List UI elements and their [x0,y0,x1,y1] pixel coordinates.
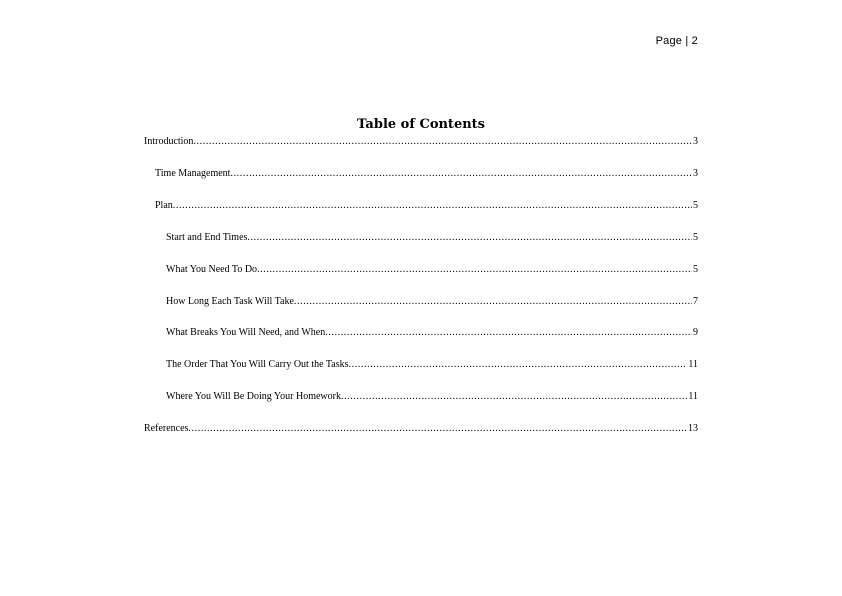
toc-entry-label: Time Management [155,168,231,179]
toc-entry-label: How Long Each Task Will Take [166,296,294,307]
toc-entry-label: Where You Will Be Doing Your Homework [166,391,341,402]
toc-entry-page-number: 11 [688,359,698,370]
toc-entry-label: The Order That You Will Carry Out the Tasks [166,359,349,370]
toc-title: Table of Contents [357,117,485,132]
toc-entry-label: Start and End Times [166,232,248,243]
toc-entry[interactable] [144,422,698,436]
toc-dot-leader [173,199,692,213]
toc-entry-label: Plan [155,200,173,211]
page-header: Page | 2 [655,35,698,47]
toc-entry[interactable] [166,263,698,277]
toc-entry-label: Introduction [144,136,194,147]
toc-dot-leader [230,167,692,181]
toc-entry[interactable] [166,326,698,340]
toc-dot-leader [341,390,687,404]
toc-entry-page-number: 3 [693,136,698,147]
toc-entry-label: What You Need To Do [166,264,258,275]
toc-entry[interactable] [166,295,698,309]
toc-dot-leader [193,135,692,149]
toc-entry-page-number: 11 [688,391,698,402]
toc-entry-label: References [144,423,189,434]
toc-entry-page-number: 3 [693,168,698,179]
toc-entry-page-number: 9 [693,327,698,338]
toc-entry-page-number: 13 [688,423,698,434]
toc-entry[interactable] [155,167,698,181]
toc-entry[interactable] [155,199,698,213]
toc-entry[interactable] [166,231,698,245]
toc-entry[interactable] [166,390,698,404]
toc-entry[interactable] [166,358,698,372]
toc-entry-page-number: 5 [693,232,698,243]
toc-dot-leader [188,422,687,436]
toc-entry-page-number: 7 [693,296,698,307]
toc-dot-leader [247,231,692,245]
toc-entry[interactable] [144,135,698,149]
toc-dot-leader [325,326,692,340]
toc-dot-leader [294,295,692,309]
toc-dot-leader [349,358,688,372]
toc-entry-label: What Breaks You Will Need, and When [166,327,326,338]
toc-entry-page-number: 5 [693,200,698,211]
toc-dot-leader [257,263,692,277]
toc-entry-page-number: 5 [693,264,698,275]
